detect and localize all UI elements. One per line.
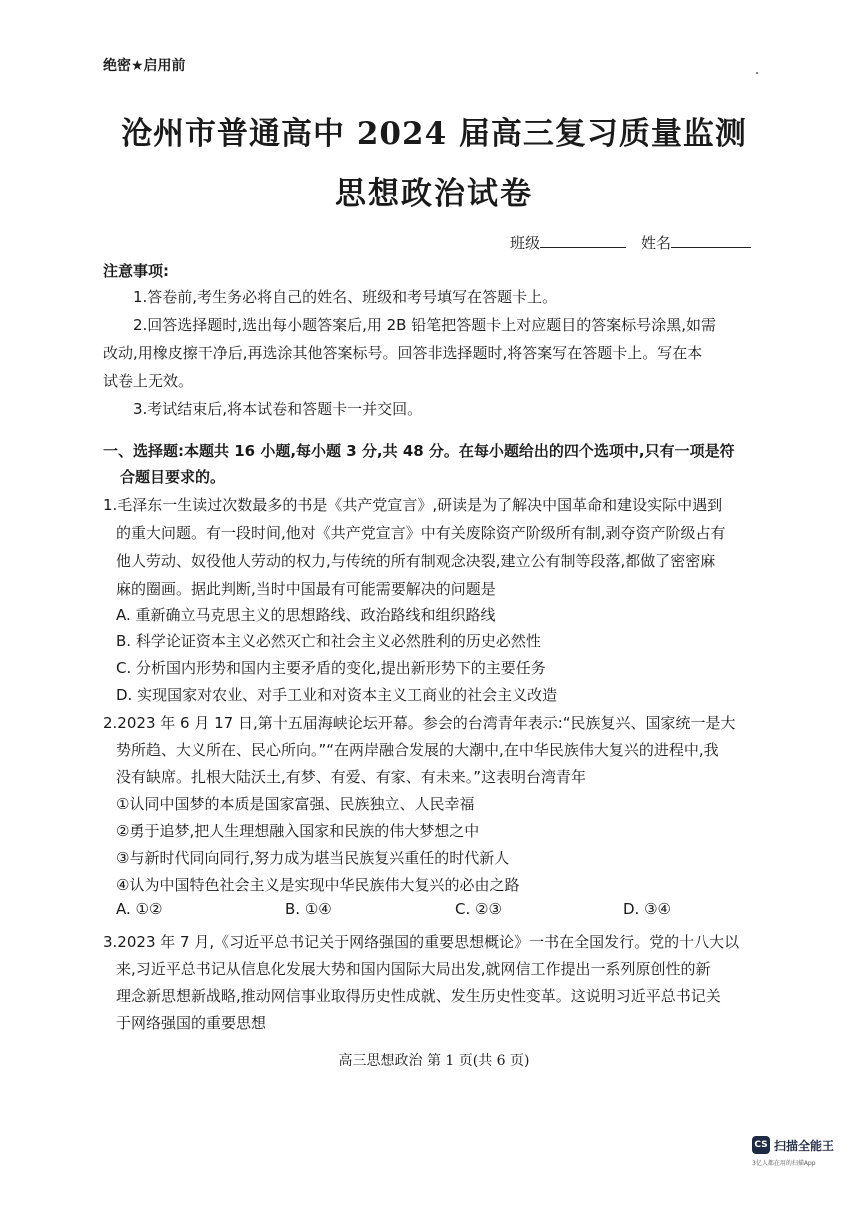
page-footer: 高三思想政治 第 1 页(共 6 页) [338, 1053, 530, 1069]
q1-line1: 1.毛泽东一生读过次数最多的书是《共产党宣言》,研读是为了解决中国革命和建设实际中遇到 [103, 496, 723, 514]
notice-heading: 注意事项: [103, 262, 169, 280]
section-heading-line2: 合题目要求的。 [120, 468, 226, 486]
q3-line4: 于网络强国的重要思想 [116, 1014, 267, 1032]
q1-option-b: B. 科学论证资本主义必然灭亡和社会主义必然胜利的历史必然性 [116, 632, 541, 650]
q1-option-d: D. 实现国家对农业、对手工业和对资本主义工商业的社会主义改造 [116, 686, 558, 704]
class-field [510, 232, 626, 253]
q1-line2: 的重大问题。有一段时间,他对《共产党宣言》中有关废除资产阶级所有制,剥夺资产阶级占有 [116, 524, 726, 542]
exam-subject-title: 思想政治试卷 [335, 176, 533, 212]
section-heading-line1: 一、选择题:本题共 16 小题,每小题 3 分,共 48 分。在每小题给出的四个选项中,只有一项是符 [103, 442, 735, 460]
q2-option-c: C. ②③ [455, 900, 502, 918]
class-label: 班级 [510, 234, 541, 252]
scan-speck [756, 72, 758, 74]
notice-item-2-line1: 2.回答选择题时,选出每小题答案后,用 2B 铅笔把答题卡上对应题目的答案标号涂黑,如需 [133, 316, 716, 334]
q3-line3: 理念新思想新战略,推动网信事业取得历史性成就、发生历史性变革。这说明习近平总书记关 [116, 987, 721, 1005]
notice-item-3: 3.考试结束后,将本试卷和答题卡一并交回。 [133, 400, 423, 418]
name-blank [671, 233, 751, 248]
q2-statement-4: ④认为中国特色社会主义是实现中华民族伟大复兴的必由之路 [116, 876, 520, 894]
q2-line2: 势所趋、大义所在、民心所向。”“在两岸融合发展的大潮中,在中华民族伟大复兴的进程中,我 [116, 741, 719, 759]
notice-item-2-line2: 改动,用橡皮擦干净后,再选涂其他答案标号。回答非选择题时,将答案写在答题卡上。写在本 [103, 344, 703, 362]
q1-line3: 他人劳动、奴役他人劳动的权力,与传统的所有制观念决裂,建立公有制等段落,都做了密密麻 [116, 552, 716, 570]
q1-line4: 麻的圈画。据此判断,当时中国最有可能需要解决的问题是 [116, 580, 496, 598]
q2-line1: 2.2023 年 6 月 17 日,第十五届海峡论坛开幕。参会的台湾青年表示:“民族复兴、国家统一是大 [103, 714, 736, 732]
notice-item-1: 1.答卷前,考生务必将自己的姓名、班级和考号填写在答题卡上。 [133, 288, 558, 306]
q2-option-a: A. ①② [116, 900, 163, 918]
name-field [641, 232, 751, 253]
scanner-tagline: 3亿人都在用的扫描App [752, 1160, 816, 1167]
notice-item-2-line3: 试卷上无效。 [103, 372, 194, 390]
q3-line2: 来,习近平总书记从信息化发展大势和国内国际大局出发,就网信工作提出一系列原创性的新 [116, 960, 711, 978]
secret-label: 绝密★启用前 [103, 58, 186, 74]
q2-statement-2: ②勇于追梦,把人生理想融入国家和民族的伟大梦想之中 [116, 822, 480, 840]
q1-option-a: A. 重新确立马克思主义的思想路线、政治路线和组织路线 [116, 606, 496, 624]
q2-statement-3: ③与新时代同向同行,努力成为堪当民族复兴重任的时代新人 [116, 849, 510, 867]
q2-line3: 没有缺席。扎根大陆沃土,有梦、有爱、有家、有未来。”这表明台湾青年 [116, 768, 587, 786]
q2-statement-1: ①认同中国梦的本质是国家富强、民族独立、人民幸福 [116, 795, 475, 813]
class-blank [540, 233, 626, 248]
exam-title: 沧州市普通高中 2024 届高三复习质量监测 [121, 116, 747, 152]
q1-option-c: C. 分析国内形势和国内主要矛盾的变化,提出新形势下的主要任务 [116, 659, 546, 677]
q2-option-b: B. ①④ [285, 900, 332, 918]
scanner-logo-icon: CS [752, 1136, 770, 1154]
q3-line1: 3.2023 年 7 月,《习近平总书记关于网络强国的重要思想概论》一书在全国发行。党的十八大以 [103, 933, 740, 951]
q2-option-d: D. ③④ [623, 900, 671, 918]
name-label: 姓名 [641, 234, 672, 252]
scanner-brand: 扫描全能王 [774, 1139, 835, 1153]
